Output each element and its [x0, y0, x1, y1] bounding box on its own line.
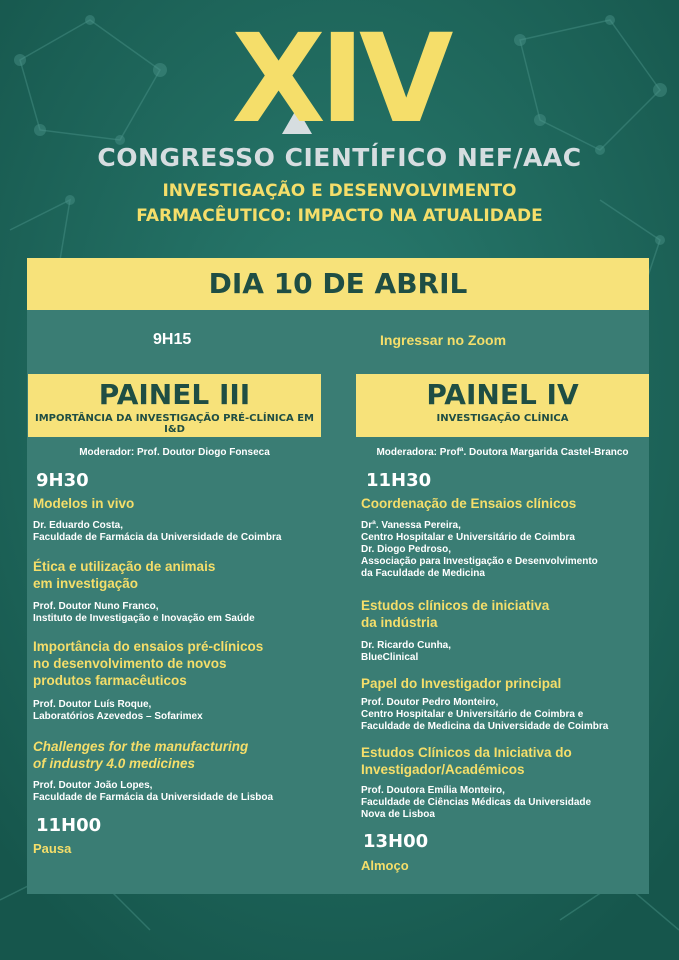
- panel-4-slot-time: 11H30: [366, 470, 432, 491]
- talk-speaker: Prof. Doutor Luís Roque, Laboratórios Azevedos – Sofarimex: [33, 699, 203, 722]
- panel-3-break-label: Pausa: [33, 841, 72, 856]
- panel-4-break-time: 13H00: [363, 831, 429, 852]
- talk-title: Ética e utilização de animais em investigação: [33, 559, 216, 591]
- zoom-link-label: Ingressar no Zoom: [380, 332, 507, 348]
- panel-4-break-label: Almoço: [361, 858, 409, 873]
- theme-line-2: FARMACÊUTICO: IMPACTO NA ATUALIDADE: [136, 206, 543, 226]
- talk-title: Importância do ensaios pré-clínicos no desenvolvimento de novos produtos farmacêuticos: [33, 639, 264, 688]
- edition-number: XIV: [231, 8, 448, 150]
- talk-title: Modelos in vivo: [33, 496, 135, 511]
- panel-4-subtitle: INVESTIGAÇÃO CLÍNICA: [436, 413, 569, 424]
- theme-line-1: INVESTIGAÇÃO E DESENVOLVIMENTO: [162, 181, 517, 201]
- panel-3-title: PAINEL III: [98, 378, 251, 411]
- talk-speaker: Drª. Vanessa Pereira, Centro Hospitalar e Universitário de Coimbra Dr. Diogo Pedroso, Associação para Investigação e Desenvolvimento da Faculdade de Medicina: [361, 520, 598, 579]
- panel-3-break-time: 11H00: [36, 815, 102, 836]
- talk-speaker: Prof. Doutora Emília Monteiro, Faculdade de Ciências Médicas da Universidade Nova de Lisboa: [361, 785, 592, 820]
- panel-4-title: PAINEL IV: [426, 378, 579, 411]
- panel-4-header: [356, 374, 649, 437]
- congress-title: CONGRESSO CIENTÍFICO NEF/AAC: [97, 143, 582, 172]
- panel-3-subtitle: IMPORTÂNCIA DA INVESTIGAÇÃO PRÉ-CLÍNICA EM I&D: [35, 413, 314, 435]
- day-banner: DIA 10 DE ABRIL: [27, 258, 649, 310]
- talk-title: Papel do Investigador principal: [361, 676, 562, 691]
- opening-time: 9H15: [153, 331, 192, 348]
- talk-speaker: Prof. Doutor Nuno Franco, Instituto de Investigação e Inovação em Saúde: [33, 601, 255, 624]
- talk-title: Challenges for the manufacturing of industry 4.0 medicines: [33, 739, 249, 771]
- talk-title: Estudos clínicos de iniciativa da indústria: [361, 598, 550, 630]
- talk-speaker: Prof. Doutor João Lopes, Faculdade de Farmácia da Universidade de Lisboa: [33, 780, 274, 803]
- talk-title: Coordenação de Ensaios clínicos: [361, 496, 577, 511]
- panel-3-slot-time: 9H30: [36, 470, 89, 491]
- talk-speaker: Dr. Eduardo Costa, Faculdade de Farmácia da Universidade de Coimbra: [33, 520, 282, 543]
- panel-3-header: [28, 374, 321, 437]
- panel-3-moderator: Moderador: Prof. Doutor Diogo Fonseca: [79, 447, 270, 458]
- panel-4-moderator: Moderadora: Profª. Doutora Margarida Castel-Branco: [376, 447, 629, 458]
- talk-title: Estudos Clínicos da Iniciativa do Investigador/Académicos: [361, 745, 572, 777]
- talk-speaker: Dr. Ricardo Cunha, BlueClinical: [361, 640, 452, 663]
- talk-speaker: Prof. Doutor Pedro Monteiro, Centro Hospitalar e Universitário de Coimbra e Faculdade de Medicina da Universidade de Coimbra: [361, 697, 609, 732]
